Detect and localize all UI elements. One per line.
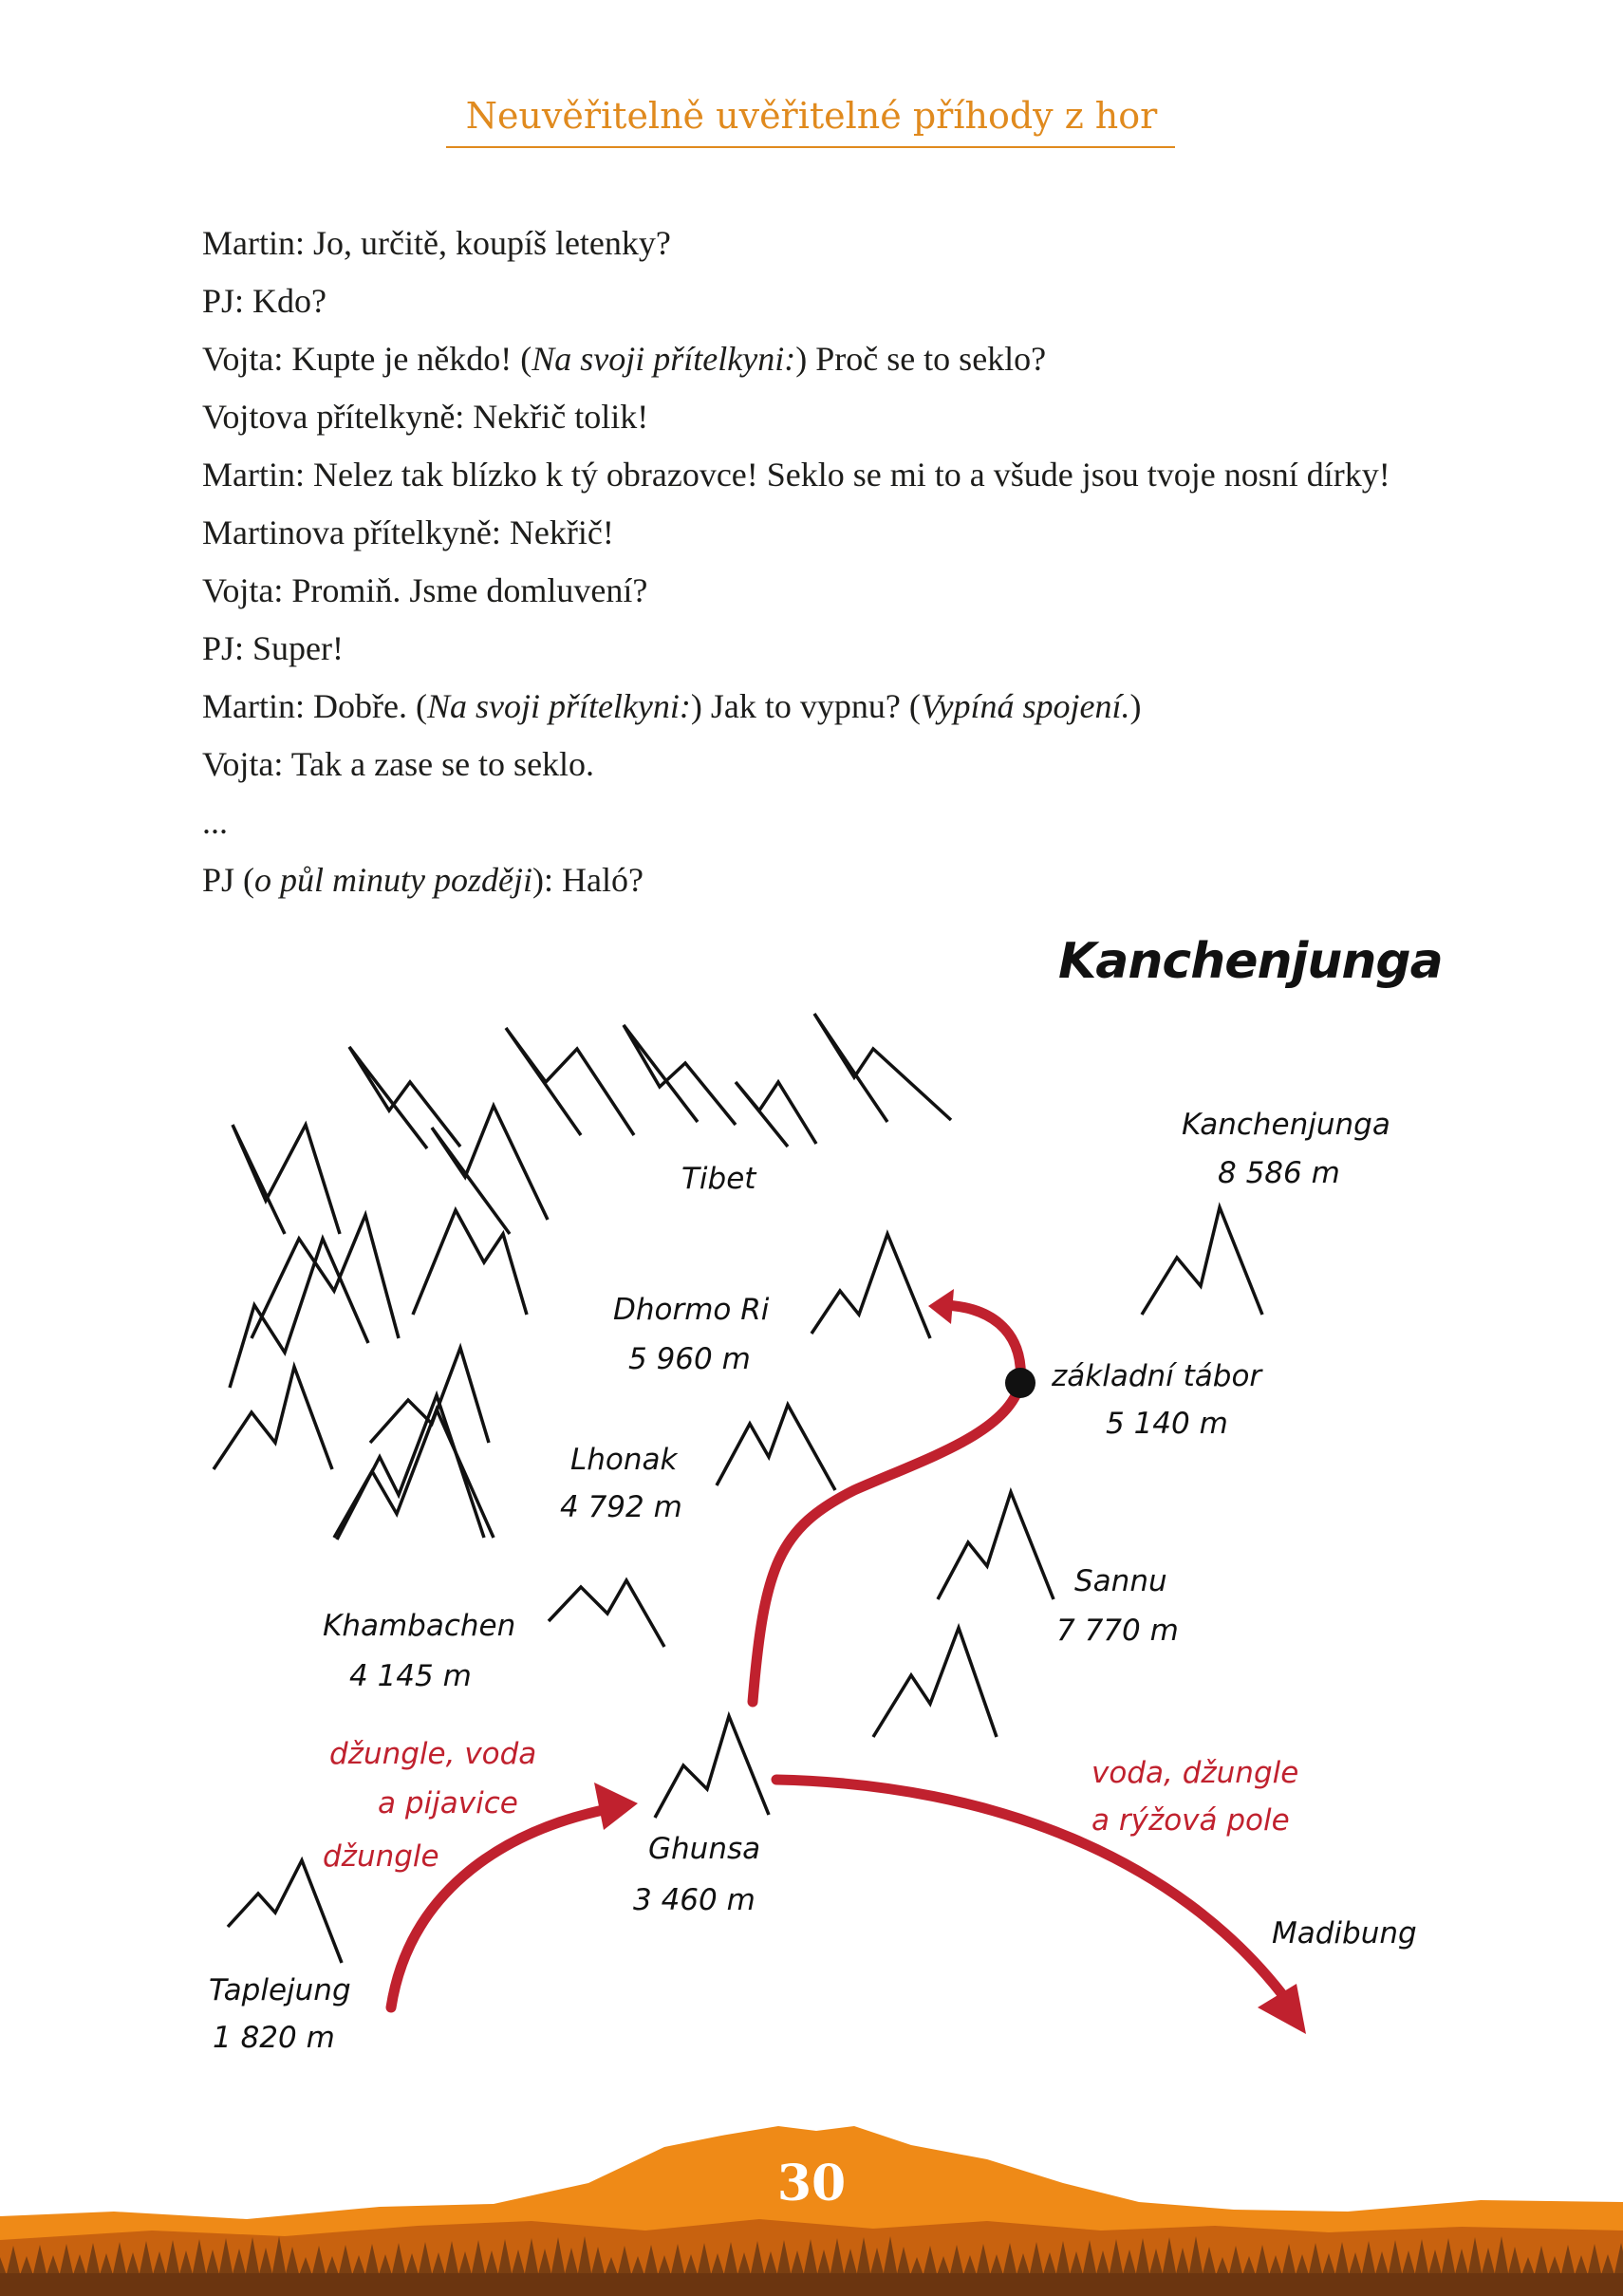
- dialogue-span: ): Haló?: [532, 861, 644, 899]
- label-route2-line2: a rýžová pole: [1091, 1803, 1290, 1838]
- label-dhormo-name: Dhormo Ri: [613, 1293, 770, 1327]
- route-basecamp-to-dhormo: [940, 1305, 1020, 1384]
- dialogue-span: Martin: Dobře. (: [202, 687, 427, 725]
- route-ghunsa-to-basecamp: [753, 1384, 1020, 1702]
- label-ghunsa-alt: 3 460 m: [633, 1883, 756, 1917]
- route-map: [0, 940, 1623, 2079]
- label-basecamp-name: základní tábor: [1052, 1359, 1262, 1393]
- dialogue-line: [202, 620, 1474, 678]
- dialogue-line: [202, 678, 1474, 736]
- dialogue-span: ...: [202, 803, 228, 841]
- route-taplejung-to-ghunsa: [391, 1808, 612, 2007]
- label-lhonak-alt: 4 792 m: [560, 1490, 682, 1524]
- stage-direction: o půl minuty později: [254, 861, 533, 899]
- label-madibung: Madibung: [1272, 1916, 1417, 1951]
- mountain-icon: [334, 1409, 494, 1538]
- dialogue-span: Martinova přítelkyně: Nekřič!: [202, 513, 614, 551]
- dialogue-span: Martin: Nelez tak blízko k tý obrazovce! Seklo se mi to a všude jsou tvoje nosní dírky!: [202, 456, 1390, 494]
- label-kanchenjunga-name: Kanchenjunga: [1182, 1108, 1390, 1142]
- dialogue-line: [202, 446, 1474, 504]
- label-khambachen-name: Khambachen: [323, 1609, 516, 1643]
- running-header: Neuvěřitelně uvěřitelné příhody z hor: [465, 95, 1158, 137]
- label-route1-line2: a pijavice: [378, 1786, 518, 1820]
- label-taplejung-alt: 1 820 m: [213, 2021, 335, 2055]
- label-taplejung-name: Taplejung: [209, 1973, 351, 2007]
- mountain-icon: [506, 1028, 634, 1135]
- label-tibet: Tibet: [681, 1162, 756, 1196]
- stage-direction: Na svoji přítelkyni:: [426, 687, 691, 725]
- mountain-icon: [938, 1492, 1054, 1599]
- mountain-icon: [432, 1106, 548, 1234]
- header-rule: [446, 146, 1175, 148]
- dialogue-line: [202, 330, 1474, 388]
- dialogue-line: [202, 736, 1474, 793]
- dialogue-span: Vojta: Kupte je někdo! (: [202, 340, 532, 378]
- mountain-icon: [814, 1014, 951, 1122]
- dialogue-line: [202, 215, 1474, 272]
- dialogue-span: Vojtova přítelkyně: Nekřič tolik!: [202, 398, 649, 436]
- mountain-icon: [413, 1210, 527, 1315]
- dialogue-text: [202, 215, 1474, 909]
- label-sannu-alt: 7 770 m: [1056, 1614, 1179, 1648]
- mountain-icon: [873, 1628, 997, 1737]
- dialogue-span: Vojta: Promiň. Jsme domluvení?: [202, 571, 648, 609]
- dialogue-span: ) Proč se to seklo?: [795, 340, 1047, 378]
- dialogue-line: [202, 272, 1474, 330]
- mountain-icon: [233, 1125, 340, 1234]
- mountain-icon: [812, 1234, 930, 1338]
- dialogue-span: Vojta: Tak a zase se to seklo.: [202, 745, 595, 783]
- dialogue-line: [202, 793, 1474, 851]
- basecamp-dot: [1005, 1368, 1035, 1398]
- mountain-icon: [624, 1025, 736, 1125]
- label-khambachen-alt: 4 145 m: [349, 1659, 472, 1693]
- label-route2-line1: voda, džungle: [1091, 1756, 1299, 1790]
- label-ghunsa-name: Ghunsa: [648, 1832, 761, 1866]
- mountain-icon: [717, 1405, 835, 1490]
- label-kanchenjunga-alt: 8 586 m: [1218, 1156, 1340, 1190]
- mountain-icon: [349, 1047, 460, 1148]
- label-basecamp-alt: 5 140 m: [1106, 1407, 1228, 1441]
- dialogue-line: [202, 851, 1474, 909]
- stage-direction: Na svoji přítelkyni:: [532, 340, 796, 378]
- mountain-icon: [252, 1215, 399, 1338]
- dialogue-span: Martin: Jo, určitě, koupíš letenky?: [202, 224, 671, 262]
- dialogue-span: PJ: Super!: [202, 629, 345, 667]
- route-arrowhead-ghunsa: [594, 1783, 638, 1830]
- dialogue-span: PJ (: [202, 861, 255, 899]
- route-arrowhead-dhormo: [928, 1289, 954, 1324]
- dialogue-span: PJ: Kdo?: [202, 282, 327, 320]
- dialogue-line: [202, 562, 1474, 620]
- map-title: Kanchenjunga: [1058, 933, 1443, 990]
- label-route1-line3: džungle: [323, 1839, 439, 1874]
- mountain-icon: [549, 1580, 664, 1647]
- label-dhormo-alt: 5 960 m: [628, 1342, 751, 1376]
- dialogue-span: ): [1129, 687, 1142, 725]
- page-number: 30: [776, 2155, 847, 2212]
- dialogue-line: [202, 388, 1474, 446]
- label-lhonak-name: Lhonak: [570, 1443, 678, 1477]
- footer-ground: [0, 2273, 1623, 2296]
- mountain-icon: [1142, 1207, 1262, 1315]
- label-sannu-name: Sannu: [1074, 1564, 1167, 1598]
- dialogue-line: [202, 504, 1474, 562]
- label-route1-line1: džungle, voda: [329, 1737, 537, 1771]
- dialogue-span: ) Jak to vypnu? (: [690, 687, 921, 725]
- mountain-icon: [655, 1716, 769, 1818]
- mountain-icon: [228, 1860, 342, 1963]
- mountain-icon: [736, 1082, 816, 1147]
- stage-direction: Vypíná spojení.: [920, 687, 1130, 725]
